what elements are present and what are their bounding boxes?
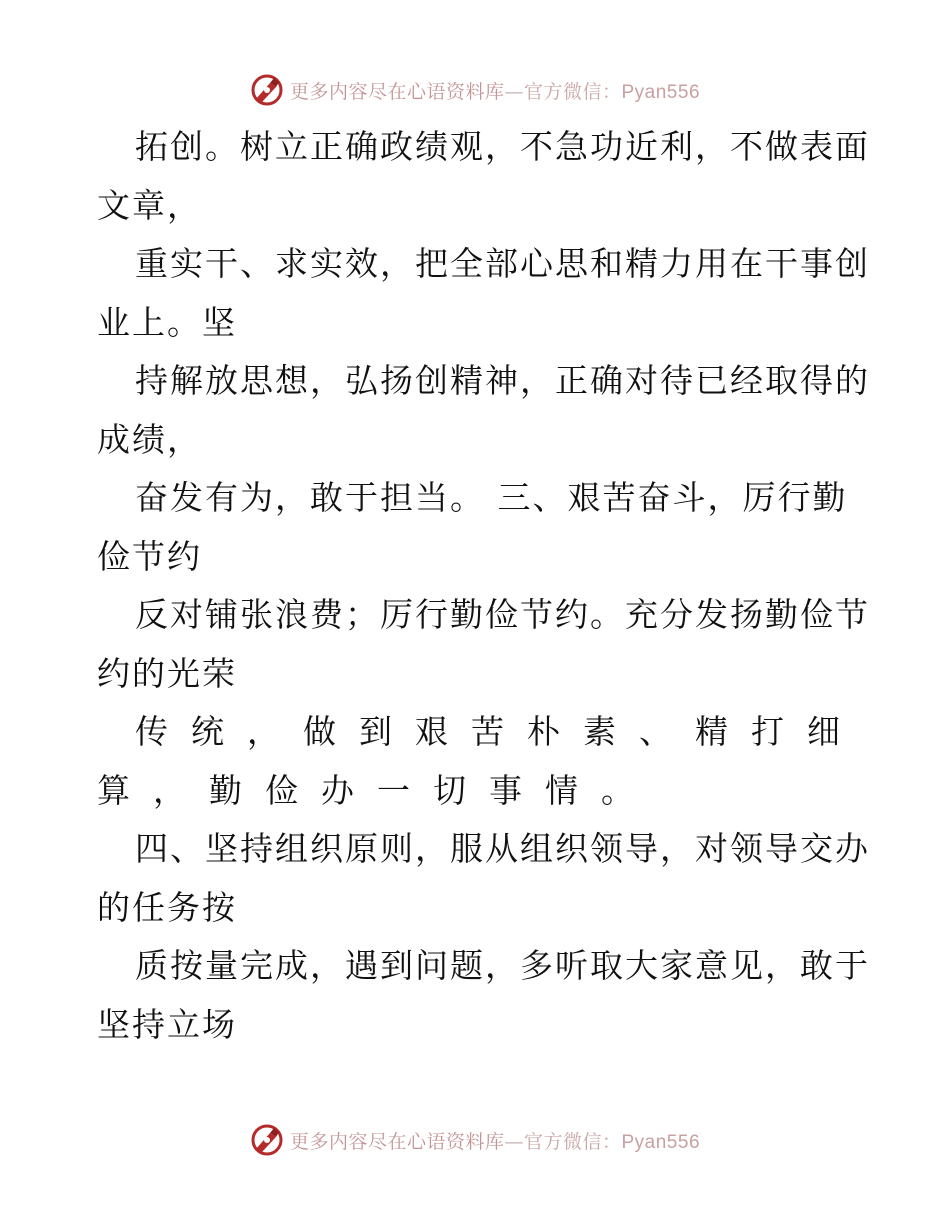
body-line: 成绩， <box>97 419 202 459</box>
body-line: 文章， <box>97 185 202 225</box>
header-wechat-label: 官方微信： <box>523 80 622 103</box>
header-wechat-id: Pyan556 <box>621 81 701 103</box>
body-line: 业上。坚 <box>97 302 237 342</box>
body-line: 反对铺张浪费；厉行勤俭节约。充分发扬勤俭节 <box>135 595 870 634</box>
header-site-name: 更多内容尽在心语资料库 <box>289 80 505 103</box>
document-body <box>97 118 870 1054</box>
body-line: 持解放思想，弘扬创精神，正确对待已经取得的 <box>135 361 870 400</box>
body-line: 四、坚持组织原则，服从组织领导，对领导交办 <box>135 829 870 868</box>
footer-wechat-label: 官方微信： <box>523 1130 622 1153</box>
body-line: 质按量完成，遇到问题，多听取大家意见，敢于 <box>135 946 870 985</box>
pen-logo-icon <box>250 1123 284 1157</box>
footer-banner <box>0 1118 950 1162</box>
header-text <box>290 77 700 104</box>
footer-text <box>290 1127 700 1154</box>
pen-logo-icon <box>250 73 284 107</box>
body-line: 传统，做到艰苦朴素、精打细 <box>135 712 863 751</box>
body-line: 俭节约 <box>97 536 202 576</box>
footer-site-name: 更多内容尽在心语资料库 <box>289 1130 505 1153</box>
body-line: 重实干、求实效，把全部心思和精力用在干事创 <box>135 244 870 283</box>
body-line: 坚持立场 <box>97 1004 237 1044</box>
body-line: 约的光荣 <box>97 653 237 693</box>
footer-wechat-id: Pyan556 <box>621 1131 701 1153</box>
body-line: 奋发有为，敢于担当。 三、艰苦奋斗，厉行勤 <box>135 478 848 517</box>
body-line: 拓创。树立正确政绩观，不急功近利，不做表面 <box>135 127 870 166</box>
header-dash: — <box>504 80 524 103</box>
header-banner <box>0 68 950 112</box>
body-line: 的任务按 <box>97 887 237 927</box>
footer-dash: — <box>504 1130 524 1153</box>
body-line: 算，勤俭办一切事情。 <box>97 770 657 810</box>
